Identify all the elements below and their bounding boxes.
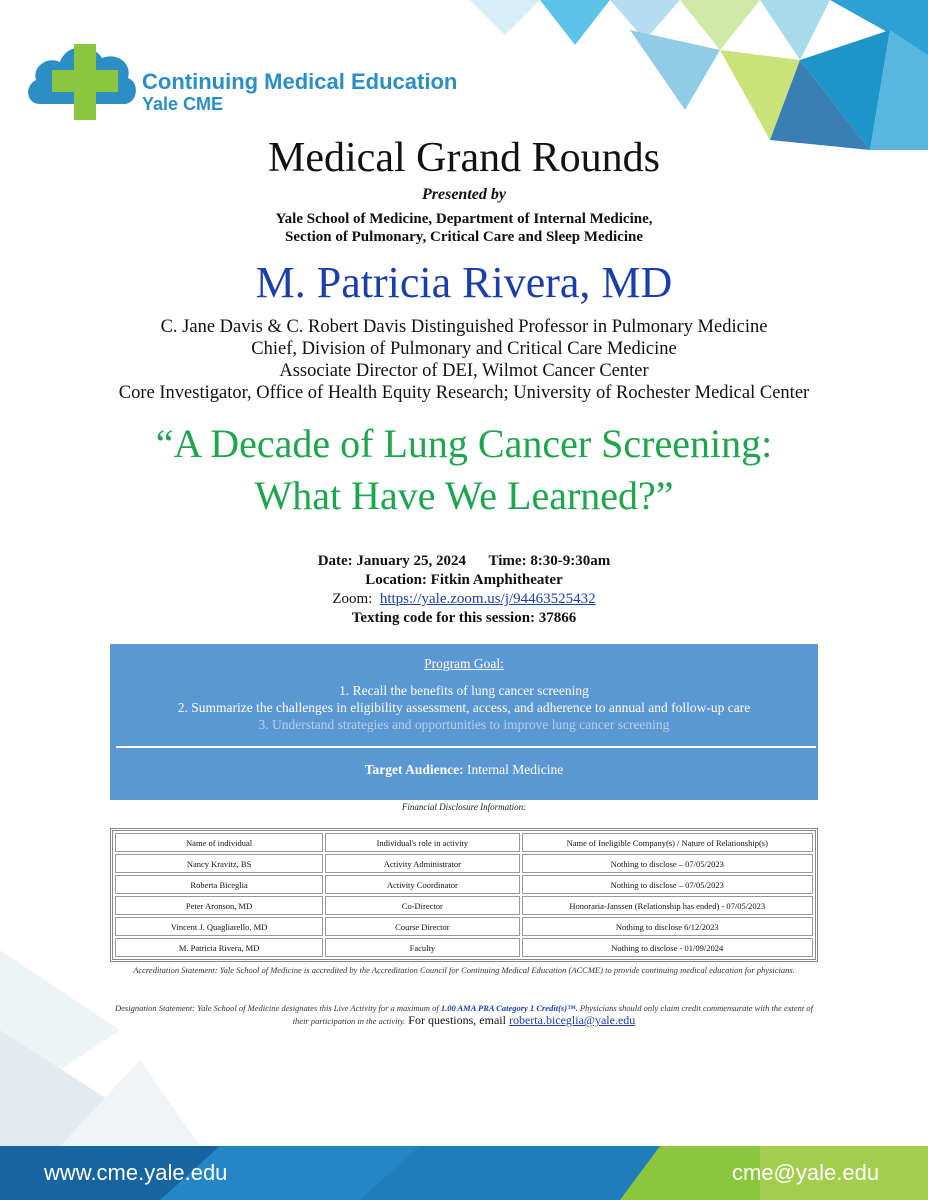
talk-title xyxy=(0,418,928,522)
cloud-plus-icon xyxy=(22,30,144,122)
table-cell: Nothing to disclose – 07/05/2023 xyxy=(522,875,814,894)
table-cell: Nancy Kravitz, BS xyxy=(115,854,323,873)
speaker-title: C. Jane Davis & C. Robert Davis Distinguished Professor in Pulmonary Medicine xyxy=(160,317,768,337)
table-cell: Honoraria-Janssen (Relationship has ended) - 07/05/2023 xyxy=(522,896,814,915)
header-geometric-pattern xyxy=(470,0,928,150)
table-cell: Nothing to disclose – 07/05/2023 xyxy=(522,854,814,873)
department-line: Section of Pulmonary, Critical Care and Sleep Medicine xyxy=(284,229,644,245)
designation-text: Physicians should only claim credit commensurate with the extent of their participation in the activity. xyxy=(292,1003,813,1026)
zoom-line xyxy=(0,590,928,609)
program-goal-box xyxy=(110,644,818,800)
event-details xyxy=(0,552,928,628)
financial-disclosure-label: Financial Disclosure Information: xyxy=(401,802,527,812)
zoom-link[interactable]: https://yale.zoom.us/j/94463525432 xyxy=(379,591,596,607)
disclosure-table xyxy=(110,828,818,962)
table-cell: M. Patricia Rivera, MD xyxy=(115,938,323,957)
table-cell: Nothing to disclose - 01/09/2024 xyxy=(522,938,814,957)
credit-amount: 1.00 AMA PRA Category 1 Credit(s)™. xyxy=(440,1003,578,1013)
table-row xyxy=(115,854,813,873)
texting-code: Texting code for this session: 37866 xyxy=(351,610,577,626)
program-divider xyxy=(116,746,816,748)
table-cell: Activity Administrator xyxy=(325,854,519,873)
footer-email-link[interactable]: cme@yale.edu xyxy=(732,1160,880,1185)
logo-text xyxy=(142,70,457,114)
department xyxy=(0,210,928,246)
logo-title: Continuing Medical Education xyxy=(142,69,458,94)
table-cell: Nothing to disclose 6/12/2023 xyxy=(522,917,814,936)
date-time xyxy=(0,552,928,571)
table-cell: Vincent J. Quagliarello, MD xyxy=(115,917,323,936)
contact-email-link[interactable]: roberta.biceglia@yale.edu xyxy=(508,1013,636,1027)
table-row xyxy=(115,875,813,894)
program-goal-item: 3. Understand strategies and opportunities to improve lung cancer screening xyxy=(258,717,670,732)
program-goal-item: 2. Summarize the challenges in eligibility assessment, access, and adherence to annual and follow-up care xyxy=(177,700,751,715)
designation-text: Designation Statement: Yale School of Medicine designates this Live Activity for a maximum of xyxy=(115,1003,441,1013)
speaker-name: M. Patricia Rivera, MD xyxy=(255,258,673,307)
logo-subtitle: Yale CME xyxy=(142,94,224,114)
event-date: Date: January 25, 2024 xyxy=(317,553,467,569)
table-header-cell: Name of Ineligible Company(s) / Nature of Relationship(s) xyxy=(522,833,814,852)
program-goals xyxy=(130,682,798,733)
table-header-cell: Name of individual xyxy=(115,833,323,852)
table-cell: Faculty xyxy=(325,938,519,957)
questions-text: For questions, email xyxy=(405,1013,509,1027)
event-time: Time: 8:30-9:30am xyxy=(488,553,611,569)
table-header-row xyxy=(115,833,813,852)
zoom-label: Zoom: xyxy=(332,591,373,607)
table-cell: Peter Aronson, MD xyxy=(115,896,323,915)
department-line: Yale School of Medicine, Department of Internal Medicine, xyxy=(275,211,653,227)
accreditation-statement: Accreditation Statement: Yale School of Medicine is accredited by the Accreditation Council for Continuing Medical Education (ACCME) to provide continuing medical education for physicians. xyxy=(133,965,795,975)
table-row xyxy=(115,938,813,957)
table-header-cell: Individual's role in activity xyxy=(325,833,519,852)
table-cell: Course Director xyxy=(325,917,519,936)
talk-title-line: “A Decade of Lung Cancer Screening: xyxy=(155,421,773,466)
designation-statement xyxy=(112,1002,816,1027)
target-audience xyxy=(110,762,818,778)
table-cell: Roberta Biceglia xyxy=(115,875,323,894)
table-row xyxy=(115,896,813,915)
event-location: Location: Fitkin Amphitheater xyxy=(365,572,563,588)
speaker-title: Chief, Division of Pulmonary and Critical Care Medicine xyxy=(251,339,677,359)
event-series-title: Medical Grand Rounds xyxy=(268,135,660,181)
speaker-title: Associate Director of DEI, Wilmot Cancer Center xyxy=(279,361,649,381)
target-audience-label: Target Audience: xyxy=(364,762,464,777)
presented-by: Presented by xyxy=(422,186,506,203)
program-goal-item: 1. Recall the benefits of lung cancer screening xyxy=(339,683,589,698)
program-goal-label: Program Goal: xyxy=(424,656,504,671)
footer-website-link[interactable]: www.cme.yale.edu xyxy=(44,1160,228,1185)
table-cell: Co-Director xyxy=(325,896,519,915)
speaker-titles xyxy=(0,316,928,404)
speaker-title: Core Investigator, Office of Health Equity Research; University of Rochester Medical Center xyxy=(118,383,810,403)
talk-title-line: What Have We Learned?” xyxy=(254,473,674,518)
table-row xyxy=(115,917,813,936)
target-audience-value: Internal Medicine xyxy=(466,762,564,777)
footer-bar xyxy=(0,1146,928,1200)
table-cell: Activity Coordinator xyxy=(325,875,519,894)
